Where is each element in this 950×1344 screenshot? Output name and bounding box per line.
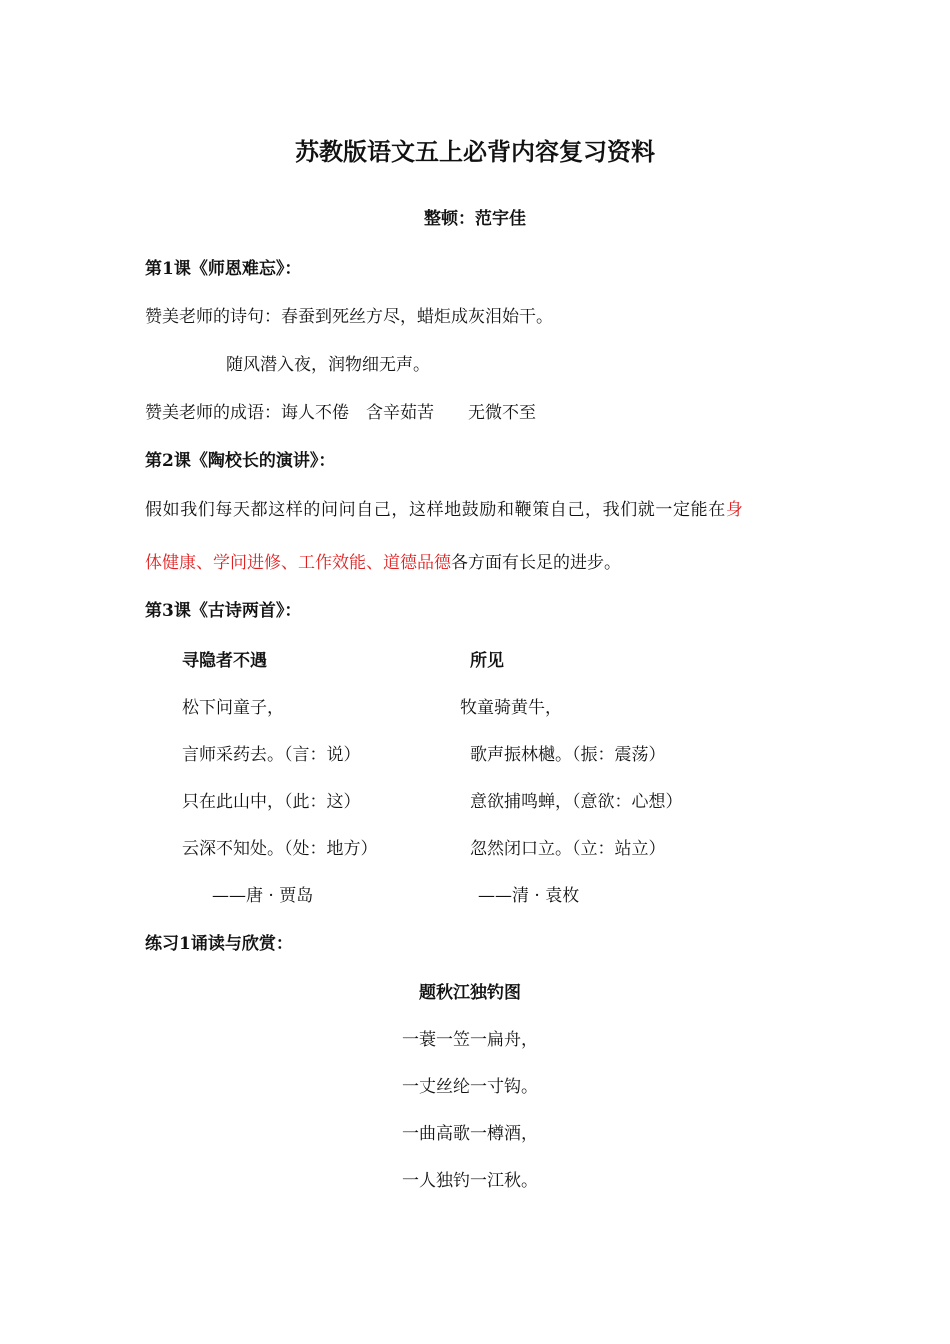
compiler-line: 整顿：范宇佳 (424, 209, 526, 229)
poem-a-title: 寻隐者不遇 (182, 651, 267, 671)
lesson2-paragraph-line-1 (145, 495, 810, 520)
exercise1-heading: 练习1诵读与欣赏： (145, 934, 293, 954)
poem-a-line-3: 只在此山中，（此：这） (182, 792, 361, 812)
poem-b-author: ——清 · 袁枚 (478, 886, 580, 906)
exercise1-poem-line-4: 一人独钓一江秋。 (402, 1171, 538, 1191)
poem-b-line-3: 意欲捕鸣蝉，（意欲：心想） (470, 792, 683, 812)
poem-b-title: 所见 (470, 651, 504, 671)
exercise1-poem-line-3: 一曲高歌一樽酒， (402, 1124, 538, 1144)
poem-b-line-4: 忽然闭口立。（立：站立） (470, 839, 666, 859)
exercise1-poem-line-2: 一丈丝纶一寸钩。 (402, 1077, 538, 1097)
lesson1-heading: 第1课《师恩难忘》： (145, 259, 302, 279)
lesson1-poem-line-2: 随风潜入夜，润物细无声。 (226, 355, 430, 375)
lesson2-paragraph-line-2 (145, 548, 621, 573)
poem-b-line-1: 牧童骑黄牛， (460, 698, 562, 718)
poem-a-line-1: 松下问童子， (182, 698, 284, 718)
lesson2-text-part2: 各方面有长足的进步。 (451, 553, 621, 573)
lesson3-heading: 第3课《古诗两首》： (145, 601, 302, 621)
poem-a-line-2: 言师采药去。（言：说） (182, 745, 361, 765)
page-title: 苏教版语文五上必背内容复习资料 (295, 137, 655, 166)
lesson2-highlight-part1: 身 (725, 500, 744, 520)
lesson2-heading: 第2课《陶校长的演讲》： (145, 451, 336, 471)
lesson1-poem-line-1: 赞美老师的诗句：春蚕到死丝方尽，蜡炬成灰泪始干。 (145, 307, 553, 327)
exercise1-poem-line-1: 一蓑一笠一扁舟， (402, 1030, 538, 1050)
lesson2-highlight-part2: 体健康、学问进修、工作效能、道德品德 (145, 553, 451, 573)
exercise1-poem-title: 题秋江独钓图 (419, 983, 521, 1003)
poem-b-line-2: 歌声振林樾。（振：震荡） (470, 745, 666, 765)
lesson2-text-part1: 假如我们每天都这样的问问自己，这样地鼓励和鞭策自己，我们就一定能在 (145, 500, 726, 520)
poem-a-line-4: 云深不知处。（处：地方） (182, 839, 378, 859)
lesson1-idioms: 赞美老师的成语：诲人不倦 含辛茹苦 无微不至 (145, 403, 536, 423)
poem-a-author: ——唐 · 贾岛 (212, 886, 314, 906)
